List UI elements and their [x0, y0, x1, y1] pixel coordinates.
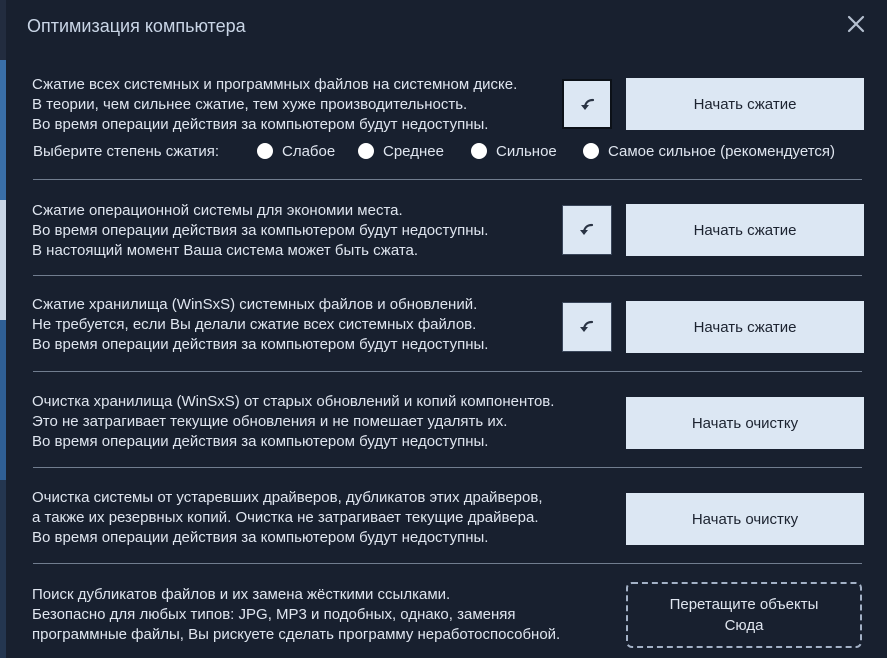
- section-description: [32, 585, 620, 645]
- radio-strong[interactable]: [471, 143, 487, 159]
- description-line: Очистка системы от устаревших драйверов, дубликатов этих драйверов,: [32, 489, 543, 506]
- compression-level-label: Выберите степень сжатия:: [33, 143, 220, 160]
- optimization-window: [6, 0, 887, 658]
- close-button[interactable]: [844, 12, 868, 36]
- start-winsxs-cleanup-button[interactable]: Начать очистку: [626, 397, 864, 449]
- description-line: Во время операции действия за компьютером будут недоступны.: [32, 116, 489, 133]
- start-winsxs-compression-button[interactable]: Начать сжатие: [626, 301, 864, 353]
- section-description: [32, 75, 632, 135]
- section-description: [32, 488, 632, 548]
- title-bar: [6, 0, 887, 52]
- description-line: Очистка хранилища (WinSxS) от старых обновлений и копий компонентов.: [32, 393, 555, 410]
- start-driver-cleanup-button[interactable]: Начать очистку: [626, 493, 864, 545]
- radio-label-weak: Слабое: [282, 143, 336, 160]
- description-line: В теории, чем сильнее сжатие, тем хуже производительность.: [32, 96, 468, 113]
- section-divider: [33, 563, 862, 564]
- section-description: [32, 295, 632, 355]
- section-description: [32, 392, 632, 452]
- start-compression-button[interactable]: Начать сжатие: [626, 78, 864, 130]
- section-divider: [33, 371, 862, 372]
- description-line: Сжатие хранилища (WinSxS) системных файлов и обновлений.: [32, 296, 478, 313]
- description-line: В настоящий момент Ваша система может быть сжата.: [32, 242, 419, 259]
- undo-os-compression-button[interactable]: [562, 205, 612, 255]
- undo-winsxs-compression-button[interactable]: [562, 302, 612, 352]
- description-line: программные файлы, Вы рискуете сделать программу неработоспособной.: [32, 626, 561, 643]
- description-line: Во время операции действия за компьютером будут недоступны.: [32, 433, 489, 450]
- radio-label-strong: Сильное: [496, 143, 557, 160]
- description-line: Сжатие операционной системы для экономии места.: [32, 202, 403, 219]
- description-line: Во время операции действия за компьютером будут недоступны.: [32, 336, 489, 353]
- close-icon: [844, 12, 868, 36]
- radio-strongest[interactable]: [583, 143, 599, 159]
- window-title: Оптимизация компьютера: [27, 16, 246, 36]
- undo-arrow-icon: [578, 221, 596, 239]
- section-divider: [33, 179, 862, 180]
- undo-compression-button[interactable]: [562, 79, 612, 129]
- description-line: Сжатие всех системных и программных файлов на системном диске.: [32, 76, 518, 93]
- description-line: Это не затрагивает текущие обновления и не помешает удалять их.: [32, 413, 508, 430]
- description-line: Безопасно для любых типов: JPG, MP3 и подобных, однако, заменяя: [32, 606, 516, 623]
- description-line: Не требуется, если Вы делали сжатие всех системных файлов.: [32, 316, 477, 333]
- section-divider: [33, 467, 862, 468]
- drop-zone[interactable]: [626, 582, 862, 648]
- description-line: Во время операции действия за компьютером будут недоступны.: [32, 529, 489, 546]
- radio-label-medium: Среднее: [383, 143, 444, 160]
- description-line: Во время операции действия за компьютером будут недоступны.: [32, 222, 489, 239]
- description-line: а также их резервных копий. Очистка не затрагивает текущие драйвера.: [32, 509, 539, 526]
- undo-arrow-icon: [578, 318, 596, 336]
- start-os-compression-button[interactable]: Начать сжатие: [626, 204, 864, 256]
- radio-medium[interactable]: [358, 143, 374, 159]
- drop-zone-text: Перетащите объекты: [669, 596, 819, 613]
- description-line: Поиск дубликатов файлов и их замена жёсткими ссылками.: [32, 586, 451, 603]
- undo-arrow-icon: [579, 96, 597, 114]
- drop-zone-text: Сюда: [724, 617, 764, 634]
- section-description: [32, 201, 632, 261]
- section-divider: [33, 275, 862, 276]
- radio-weak[interactable]: [257, 143, 273, 159]
- radio-label-strongest: Самое сильное (рекомендуется): [608, 143, 836, 160]
